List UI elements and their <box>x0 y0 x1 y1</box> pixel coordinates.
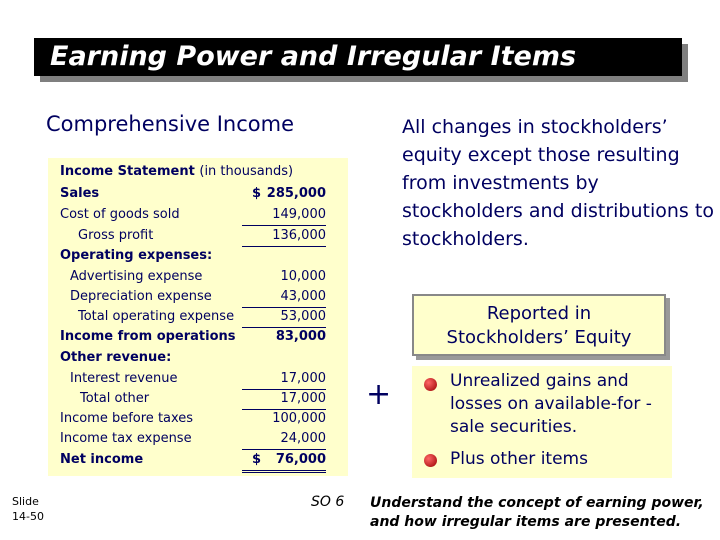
objective-line-1: Understand the concept of earning power, <box>370 495 704 511</box>
statement-header-units: (in thousands) <box>199 164 294 179</box>
table-row <box>48 307 348 327</box>
row-label: Total other <box>80 391 150 406</box>
row-amount: 285,000 <box>266 186 326 201</box>
table-row <box>48 226 348 246</box>
table-row <box>48 409 348 429</box>
reported-in-equity-box <box>412 294 666 356</box>
income-statement <box>48 158 348 476</box>
row-amount: 53,000 <box>242 307 326 328</box>
reported-line-1: Reported in <box>486 303 592 324</box>
row-label: Gross profit <box>78 228 154 243</box>
reported-line-2: Stockholders’ Equity <box>446 327 632 348</box>
row-amount: 10,000 <box>280 269 326 284</box>
table-row <box>48 389 348 409</box>
objective-line-2: and how irregular items are presented. <box>370 514 682 530</box>
dollar-sign: $ <box>252 452 262 467</box>
table-row <box>48 267 348 287</box>
bullet-text: Plus other items <box>450 449 588 469</box>
row-amount: 76,000 <box>242 450 326 473</box>
definition-text: All changes in stockholders’ equity except those resulting from investments by stockholders and distributions to stockholders. <box>402 116 714 250</box>
table-row <box>48 246 348 266</box>
row-label: Income tax expense <box>60 431 192 446</box>
bullet-text: Unrealized gains and losses on available-for -sale securities. <box>450 371 652 437</box>
table-row <box>48 450 348 470</box>
dollar-sign: $ <box>252 186 262 201</box>
bullet-icon <box>424 454 437 467</box>
bullet-list <box>412 366 672 478</box>
section-heading: Comprehensive Income <box>46 112 295 136</box>
row-amount: 149,000 <box>242 205 326 226</box>
study-objective-text <box>370 494 704 532</box>
table-row <box>48 205 348 225</box>
table-row <box>48 184 348 204</box>
slide-number <box>12 494 44 524</box>
study-objective-number: SO 6 <box>311 494 345 510</box>
row-label: Depreciation expense <box>70 289 212 304</box>
row-amount: 43,000 <box>242 287 326 308</box>
table-row <box>48 327 348 347</box>
row-amount: 17,000 <box>242 369 326 390</box>
slide-label-text: Slide <box>12 495 39 508</box>
bullet-icon <box>424 378 437 391</box>
row-label: Income from operations <box>60 329 236 344</box>
statement-header-label: Income Statement <box>60 164 195 179</box>
row-amount: 83,000 <box>275 329 326 344</box>
plus-sign: + <box>366 377 392 412</box>
row-label: Net income <box>60 452 144 467</box>
table-row <box>48 429 348 449</box>
table-row <box>48 348 348 368</box>
row-label: Interest revenue <box>70 371 178 386</box>
row-amount: 100,000 <box>272 411 326 426</box>
row-label: Advertising expense <box>70 269 203 284</box>
row-label: Operating expenses: <box>60 248 213 263</box>
statement-header <box>48 162 348 182</box>
row-label: Other revenue: <box>60 350 172 365</box>
table-row <box>48 369 348 389</box>
row-label: Total operating expense <box>78 309 235 324</box>
row-amount: 17,000 <box>242 389 326 410</box>
table-row <box>48 287 348 307</box>
slide-number-text: 14-50 <box>12 510 44 523</box>
slide-title: Earning Power and Irregular Items <box>34 38 682 76</box>
row-label: Cost of goods sold <box>60 207 180 222</box>
row-label: Income before taxes <box>60 411 194 426</box>
row-amount: 136,000 <box>242 226 326 247</box>
row-amount: 24,000 <box>242 429 326 450</box>
row-label: Sales <box>60 186 100 201</box>
